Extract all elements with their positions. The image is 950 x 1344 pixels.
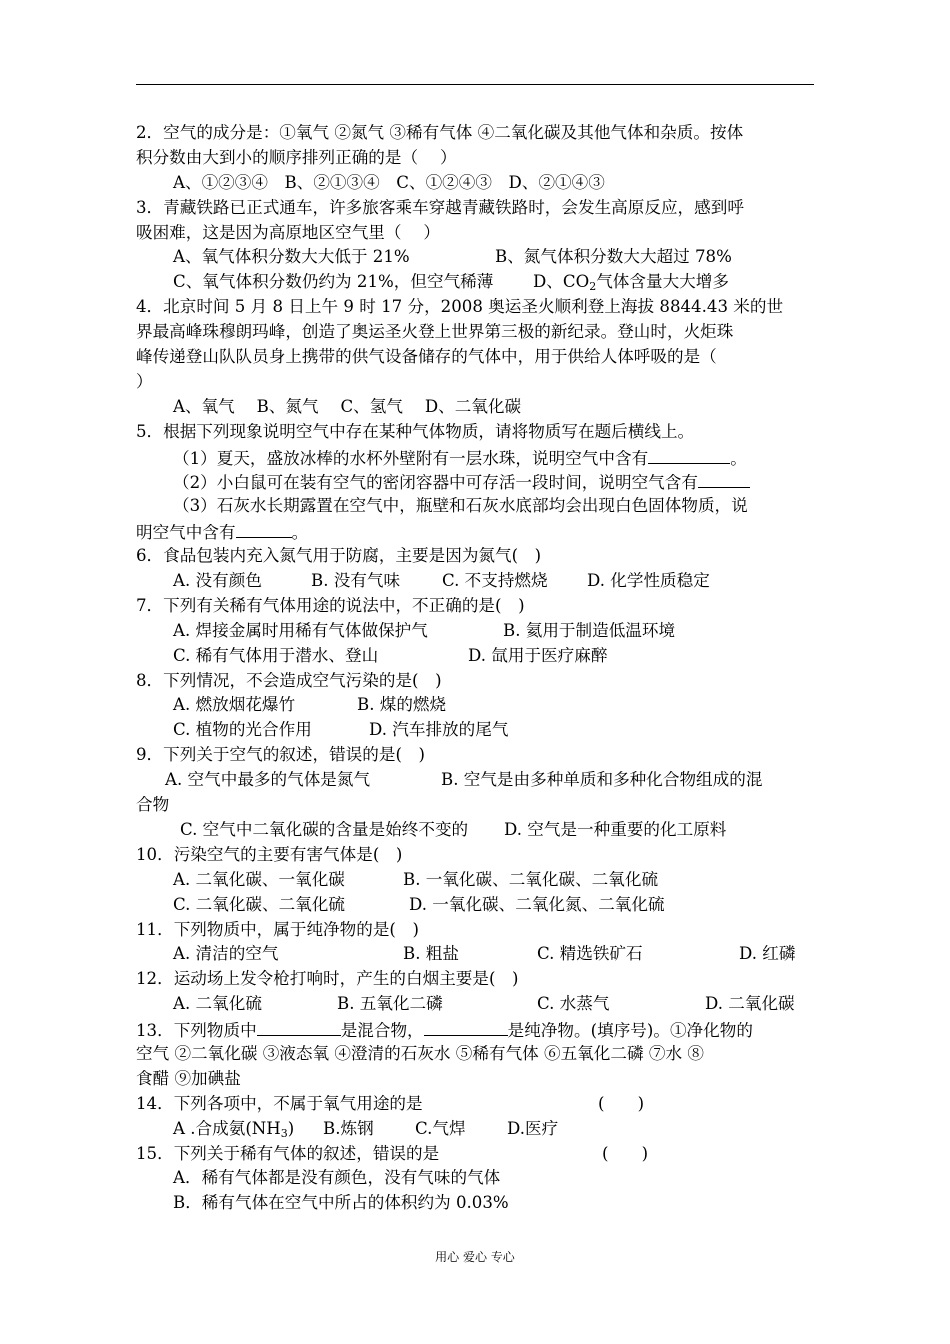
q9-options-row1: [136, 768, 816, 793]
q4-options: A、氧气 B、氮气 C、氢气 D、二氧化碳: [173, 396, 522, 416]
q3-option-a: A、氧气体积分数大大低于 21%: [173, 247, 410, 267]
q3-stem-line1: 3．青藏铁路已正式通车，许多旅客乘车穿越青藏铁路时，会发生高原反应，感到呼: [136, 197, 744, 217]
q4-stem-line3: 峰传递登山队队员身上携带的供气设备储存的气体中，用于供给人体呼吸的是（: [136, 347, 717, 367]
q5-stem: 5．根据下列现象说明空气中存在某种气体物质，请将物质写在题后横线上。: [136, 421, 695, 441]
q10-option-d: D. 一氧化碳、二氧化氮、二氧化硫: [409, 894, 665, 914]
q9-stem: 9．下列关于空气的叙述，错误的是( ): [136, 745, 426, 765]
q10-options-row1: [136, 868, 816, 893]
q11-options: [136, 942, 816, 967]
header-rule: [136, 84, 814, 85]
q9-option-b-cont: 合物: [136, 795, 170, 815]
q15-option-b: B．稀有气体在空气中所占的体积约为 0.03%: [173, 1193, 509, 1213]
q9-option-c: C. 空气中二氧化碳的含量是始终不变的: [180, 819, 469, 839]
q10-option-b: B. 一氧化碳、二氧化碳、二氧化硫: [403, 869, 659, 889]
q13-blank-mixture[interactable]: [257, 1017, 341, 1036]
q13-stem-line1: 13．下列物质中 是混合物， 是纯净物。(填序号)。①净化物的: [136, 1017, 816, 1042]
q12-option-d: D. 二氧化碳: [705, 994, 795, 1014]
q14-option-d: D.医疗: [507, 1118, 559, 1138]
q8-option-b: B. 煤的燃烧: [357, 695, 447, 715]
q12-options: [136, 992, 816, 1017]
q5-sub1: （1）夏天，盛放冰棒的水杯外壁附有一层水珠，说明空气中含有 。: [136, 445, 816, 470]
q3-options-row2: [136, 270, 816, 295]
q14-option-c: C.气焊: [415, 1118, 466, 1138]
q6-option-c: C. 不支持燃烧: [442, 571, 548, 591]
q8-options-row2: [136, 718, 816, 743]
q8-options-row1: [136, 693, 816, 718]
q6-options: [136, 569, 816, 594]
q2-stem-line1: 2．空气的成分是：①氧气 ②氮气 ③稀有气体 ④二氧化碳及其他气体和杂质。按体: [136, 123, 744, 142]
q5-sub3: （3）石灰水长期露置在空气中，瓶壁和石灰水底部均会出现白色固体物质，说: [173, 496, 748, 516]
q13-stem-line3: 食醋 ⑨加碘盐: [136, 1068, 241, 1088]
q11-option-a: A. 清洁的空气: [173, 944, 279, 964]
q7-option-d: D. 氙用于医疗麻醉: [468, 645, 608, 665]
q3-option-c: C、氧气体积分数仍约为 21%，但空气稀薄: [173, 272, 494, 292]
q7-option-b: B. 氦用于制造低温环境: [503, 620, 676, 640]
q10-option-a: A. 二氧化碳、一氧化碳: [173, 869, 345, 889]
q11-option-d: D. 红磷: [739, 944, 796, 964]
q12-stem: 12．运动场上发令枪打响时，产生的白烟主要是( ): [136, 969, 519, 989]
q7-option-a: A. 焊接金属时用稀有气体做保护气: [173, 620, 428, 640]
q10-option-c: C. 二氧化碳、二氧化硫: [173, 894, 345, 914]
q4-stem-line1: 4．北京时间 5 月 8 日上午 9 时 17 分，2008 奥运圣火顺利登上海拔 8844.43 米的世: [136, 297, 784, 317]
q6-option-d: D. 化学性质稳定: [587, 571, 710, 591]
q14-option-b: B.炼钢: [323, 1118, 374, 1138]
q12-option-a: A. 二氧化硫: [173, 994, 262, 1014]
q13-blank-pure[interactable]: [424, 1017, 508, 1036]
question-list: [136, 121, 816, 1216]
q5-blank1[interactable]: [648, 445, 730, 464]
q12-option-c: C. 水蒸气: [537, 994, 610, 1014]
q9-option-a: A. 空气中最多的气体是氮气: [165, 770, 371, 790]
q14-stem: 14．下列各项中，不属于氧气用途的是 ( ): [136, 1092, 816, 1117]
q13-stem-line2: 空气 ②二氧化碳 ③液态氧 ④澄清的石灰水 ⑤稀有气体 ⑥五氧化二磷 ⑦水 ⑧: [136, 1043, 704, 1063]
q2-stem-line2: 积分数由大到小的顺序排列正确的是（ ）: [136, 147, 457, 167]
q3-option-d: D、$CO_2$气体含量大大增多: [533, 272, 729, 294]
q4-stem-line4: ）: [136, 371, 153, 391]
q14-answer-paren: ( ): [598, 1093, 645, 1113]
q12-option-b: B. 五氧化二磷: [337, 994, 443, 1014]
q9-options-row2: [136, 818, 816, 843]
q14-option-a: A .合成氨$(NH_3)$: [173, 1118, 295, 1140]
q15-answer-paren: ( ): [602, 1143, 649, 1163]
q3-stem-line2: 吸困难，这是因为高原地区空气里（ ）: [136, 222, 440, 242]
q5-blank3[interactable]: [236, 519, 292, 538]
q7-options-row1: [136, 619, 816, 644]
q15-option-a: A．稀有气体都是没有颜色，没有气味的气体: [173, 1168, 501, 1188]
q10-stem: 10．污染空气的主要有害气体是( ): [136, 844, 403, 864]
q9-option-d: D. 空气是一种重要的化工原料: [504, 819, 727, 839]
q14-options: [136, 1117, 816, 1142]
q5-blank2[interactable]: [698, 469, 750, 488]
q4-stem-line2: 界最高峰珠穆朗玛峰，创造了奥运圣火登上世界第三极的新纪录。登山时，火炬珠: [136, 322, 734, 342]
q11-stem: 11．下列物质中，属于纯净物的是( ): [136, 919, 419, 939]
q6-option-b: B. 没有气味: [311, 571, 401, 591]
q5-sub2: （2）小白鼠可在装有空气的密闭容器中可存活一段时间，说明空气含有: [136, 469, 816, 494]
q8-option-d: D. 汽车排放的尾气: [369, 720, 509, 740]
q11-option-c: C. 精选铁矿石: [537, 944, 643, 964]
q11-option-b: B. 粗盐: [403, 944, 459, 964]
q7-option-c: C. 稀有气体用于潜水、登山: [173, 645, 379, 665]
q10-options-row2: [136, 893, 816, 918]
q7-options-row2: [136, 644, 816, 669]
q9-option-b: B. 空气是由多种单质和多种化合物组成的混: [441, 770, 763, 790]
q7-stem: 7．下列有关稀有气体用途的说法中，不正确的是( ): [136, 595, 525, 615]
q15-stem: 15．下列关于稀有气体的叙述，错误的是 ( ): [136, 1142, 816, 1167]
q5-sub3-cont: 明空气中含有 。: [136, 519, 816, 544]
q3-options-row1: [136, 245, 816, 270]
q6-stem: 6．食品包装内充入氮气用于防腐，主要是因为氮气( ): [136, 546, 542, 566]
q8-option-a: A. 燃放烟花爆竹: [173, 695, 296, 715]
page-footer: 用心 爱心 专心: [435, 1250, 515, 1264]
q8-stem: 8．下列情况，不会造成空气污染的是( ): [136, 670, 442, 690]
q8-option-c: C. 植物的光合作用: [173, 720, 312, 740]
q2-options: A、①②③④ B、②①③④ C、①②④③ D、②①④③: [173, 172, 605, 192]
q6-option-a: A. 没有颜色: [173, 571, 262, 591]
q3-option-b: B、氮气体积分数大大超过 78%: [495, 247, 732, 267]
